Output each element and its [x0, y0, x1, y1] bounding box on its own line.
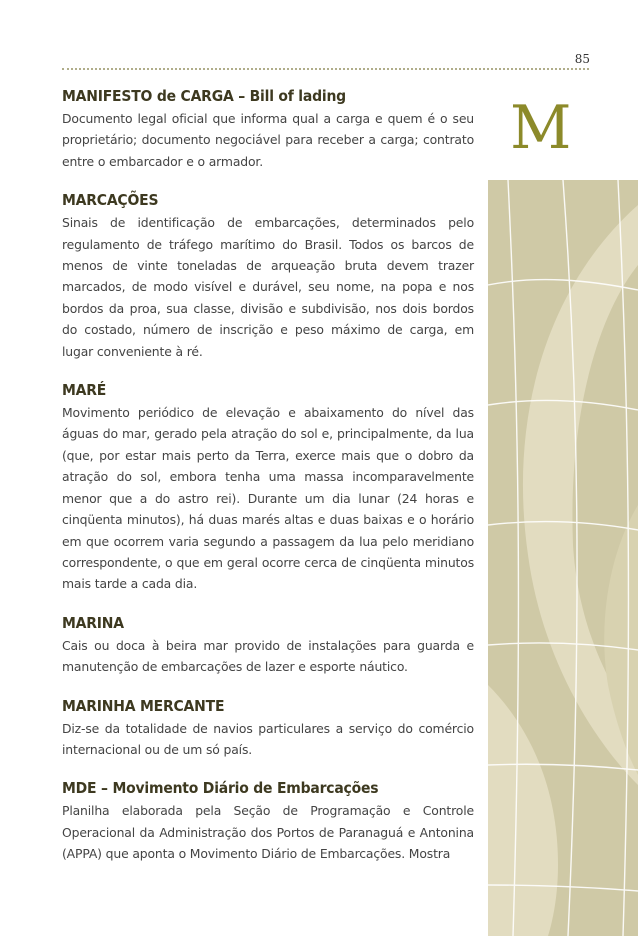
entry-title: MARCAÇÕES [62, 191, 159, 210]
decorative-side-panel [488, 85, 638, 936]
glossary-content [62, 86, 474, 883]
entry-title: MARÉ [62, 381, 107, 400]
entry-definition: Diz-se da totalidade de navios particulares a serviço do comércio internacional ou de um só país. [62, 720, 474, 757]
entry-title: MDE – Movimento Diário de Embarcações [62, 779, 379, 798]
entry-title: MARINHA MERCANTE [62, 696, 225, 715]
header-dotted-rule [62, 68, 589, 70]
glossary-entry [62, 778, 474, 864]
entry-definition: Sinais de identificação de embarcações, determinados pelo regulamento de tráfego marítimo do Brasil. Todos os barcos de menos de vinte toneladas de arqueação bruta devem trazer marcados, de modo visível e durável, seu nome, na popa e nos bordos da proa, sua classe, divisão e subdivisão, nos dois bordos do costado, número de inscrição e peso máximo de carga, em lugar conveniente à ré. [62, 215, 474, 359]
entry-definition: Planilha elaborada pela Seção de Programação e Controle Operacional da Administração dos Portos de Paranaguá e Antonina (APPA) que aponta o Movimento Diário de Embarcações. Mostra [62, 803, 474, 862]
page-number: 85 [574, 52, 590, 66]
glossary-entry [62, 696, 474, 761]
glossary-entry [62, 86, 474, 172]
entry-title: MANIFESTO de CARGA – Bill of lading [62, 87, 346, 105]
entry-definition: Documento legal oficial que informa qual a carga e quem é o seu proprietário; documento negociável para receber a carga; contrato entre o embarcador e o armador. [62, 111, 474, 169]
entry-title: MARINA [62, 613, 124, 632]
glossary-entry [62, 613, 474, 678]
glossary-entry [62, 380, 474, 595]
glossary-entry [62, 190, 474, 362]
entry-definition: Cais ou doca à beira mar provido de instalações para guarda e manutenção de embarcações de lazer e esporte náutico. [62, 637, 474, 675]
globe-swirl-graphic [488, 85, 638, 936]
section-letter: M [510, 93, 572, 163]
entry-definition: Movimento periódico de elevação e abaixamento do nível das águas do mar, gerado pela atração do sol e, principalmente, da lua (que, por estar mais perto da Terra, exerce mais que o dobro da atração do sol, embora tenha uma massa incomparavelmente menor que a do astro rei). Durante um dia lunar (24 horas e cinqüenta minutos), há duas marés altas e duas baixas e o horário em que ocorrem varia segundo a passagem da lua pelo meridiano correspondente, o que em geral ocorre cerca de cinqüenta minutos mais tarde a cada dia. [62, 405, 474, 592]
